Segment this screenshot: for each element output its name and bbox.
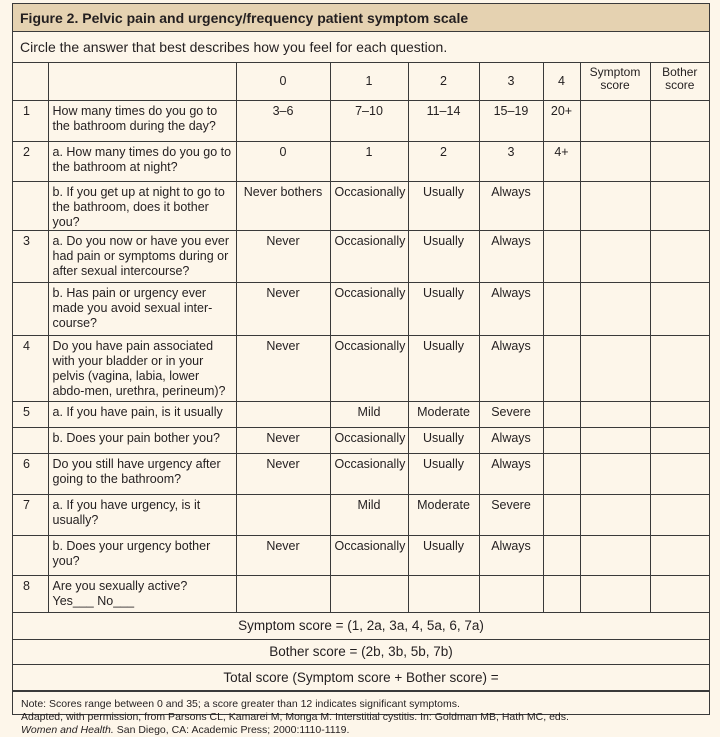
bother-score-cell[interactable]	[650, 336, 709, 402]
answer-option-2[interactable]: Usually	[408, 283, 479, 336]
answer-option-4[interactable]: 20+	[543, 101, 580, 142]
answer-option-1[interactable]: Occasionally	[330, 283, 408, 336]
answer-option-4	[543, 182, 580, 231]
answer-option-0[interactable]: Never	[236, 454, 330, 495]
answer-option-3[interactable]: 3	[479, 142, 543, 182]
question-number: 4	[13, 336, 48, 402]
answer-option-0	[236, 402, 330, 428]
answer-option-4	[543, 576, 580, 613]
question-text: b. If you get up at night to go to the bathroom, does it bother you?	[48, 182, 236, 231]
answer-option-1[interactable]: Occasionally	[330, 336, 408, 402]
figure-title: Figure 2. Pelvic pain and urgency/frequency patient symptom scale	[13, 4, 709, 32]
bother-score-cell[interactable]	[650, 142, 709, 182]
question-row	[13, 336, 709, 402]
answer-option-0[interactable]: Never bothers	[236, 182, 330, 231]
question-number: 1	[13, 101, 48, 142]
question-text: b. Has pain or urgency ever made you avoid sexual inter-course?	[48, 283, 236, 336]
answer-option-0[interactable]: Never	[236, 283, 330, 336]
question-row	[13, 142, 709, 182]
symptom-score-cell[interactable]	[580, 454, 650, 495]
answer-option-1[interactable]: 1	[330, 142, 408, 182]
question-text: a. If you have urgency, is it usually?	[48, 495, 236, 536]
citation-line: Adapted, with permission, from Parsons CL, Kamarei M, Monga M. Interstitial cystitis. In: Goldman MB, Hath MC, eds.	[21, 710, 569, 723]
question-row	[13, 428, 709, 454]
question-number: 3	[13, 231, 48, 283]
answer-option-2[interactable]: Usually	[408, 182, 479, 231]
symptom-score-cell[interactable]	[580, 231, 650, 283]
question-row	[13, 454, 709, 495]
answer-option-2[interactable]: Usually	[408, 231, 479, 283]
header-question	[48, 63, 236, 100]
question-row	[13, 576, 709, 613]
total-score-formula: Total score (Symptom score + Bother score) =	[13, 664, 709, 690]
question-row	[13, 402, 709, 428]
answer-option-3[interactable]: Severe	[479, 402, 543, 428]
question-row	[13, 283, 709, 336]
score-summary-table	[13, 613, 709, 691]
citation-line-2	[21, 724, 701, 737]
symptom-scale-figure	[12, 3, 710, 736]
symptom-score-cell[interactable]	[580, 536, 650, 576]
symptom-score-cell[interactable]	[580, 142, 650, 182]
answer-option-2[interactable]: 2	[408, 142, 479, 182]
question-number: 5	[13, 402, 48, 428]
bother-score-cell[interactable]	[650, 428, 709, 454]
answer-option-3[interactable]: Always	[479, 428, 543, 454]
question-number: 6	[13, 454, 48, 495]
symptom-score-cell[interactable]	[580, 402, 650, 428]
question-text: a. Do you now or have you ever had pain or symptoms during or after sexual intercourse?	[48, 231, 236, 283]
answer-option-1[interactable]: Occasionally	[330, 231, 408, 283]
symptom-score-formula: Symptom score = (1, 2a, 3a, 4, 5a, 6, 7a)	[13, 613, 709, 639]
question-table	[13, 101, 709, 614]
question-text: Are you sexually active? Yes___ No___	[48, 576, 236, 613]
book-title: Women and Health.	[21, 723, 114, 736]
answer-option-3[interactable]: Always	[479, 283, 543, 336]
answer-option-4	[543, 536, 580, 576]
header-col4: 4	[543, 63, 580, 100]
answer-option-3[interactable]: 15–19	[479, 101, 543, 142]
symptom-score-cell[interactable]	[580, 336, 650, 402]
question-row	[13, 101, 709, 142]
answer-option-3[interactable]: Always	[479, 336, 543, 402]
answer-option-0	[236, 495, 330, 536]
header-col3: 3	[479, 63, 543, 100]
answer-option-2[interactable]: Usually	[408, 336, 479, 402]
question-number	[13, 283, 48, 336]
answer-option-1[interactable]: Occasionally	[330, 428, 408, 454]
question-row	[13, 231, 709, 283]
question-number	[13, 536, 48, 576]
answer-option-0[interactable]: Never	[236, 231, 330, 283]
answer-option-0[interactable]: 0	[236, 142, 330, 182]
bother-score-cell[interactable]	[650, 495, 709, 536]
answer-option-1[interactable]: Occasionally	[330, 536, 408, 576]
instructions: Circle the answer that best describes how you feel for each question.	[13, 32, 709, 63]
answer-option-2[interactable]: Usually	[408, 428, 479, 454]
answer-option-0	[236, 576, 330, 613]
answer-option-1[interactable]: Occasionally	[330, 182, 408, 231]
answer-option-1	[330, 576, 408, 613]
answer-option-4	[543, 428, 580, 454]
header-row	[13, 63, 709, 100]
question-text: a. How many times do you go to the bathroom at night?	[48, 142, 236, 182]
header-symptom-score: Symptom score	[580, 63, 650, 100]
answer-option-1[interactable]: Occasionally	[330, 454, 408, 495]
symptom-score-cell[interactable]	[580, 283, 650, 336]
answer-option-3[interactable]: Severe	[479, 495, 543, 536]
question-text: How many times do you go to the bathroom during the day?	[48, 101, 236, 142]
bother-score-cell[interactable]	[650, 231, 709, 283]
answer-option-0[interactable]: Never	[236, 428, 330, 454]
answer-option-0[interactable]: Never	[236, 336, 330, 402]
bother-score-cell[interactable]	[650, 576, 709, 613]
answer-option-2[interactable]: Moderate	[408, 402, 479, 428]
question-text: Do you still have urgency after going to the bathroom?	[48, 454, 236, 495]
answer-option-3[interactable]: Always	[479, 231, 543, 283]
bother-score-cell[interactable]	[650, 101, 709, 142]
symptom-score-cell[interactable]	[580, 182, 650, 231]
header-col0: 0	[236, 63, 330, 100]
answer-option-3[interactable]: Always	[479, 536, 543, 576]
bother-score-cell[interactable]	[650, 454, 709, 495]
symptom-score-cell[interactable]	[580, 101, 650, 142]
bother-score-cell[interactable]	[650, 283, 709, 336]
question-row	[13, 182, 709, 231]
question-text: Do you have pain associated with your bladder or in your pelvis (vagina, labia, lower abdo-men, urethra, perineum)?	[48, 336, 236, 402]
header-col2: 2	[408, 63, 479, 100]
header-col1: 1	[330, 63, 408, 100]
answer-option-2	[408, 576, 479, 613]
question-number: 7	[13, 495, 48, 536]
answer-option-4	[543, 231, 580, 283]
answer-option-0[interactable]: 3–6	[236, 101, 330, 142]
answer-option-2[interactable]: Moderate	[408, 495, 479, 536]
answer-option-1[interactable]: 7–10	[330, 101, 408, 142]
question-text: b. Does your pain bother you?	[48, 428, 236, 454]
answer-option-3[interactable]: Always	[479, 454, 543, 495]
answer-option-2[interactable]: 11–14	[408, 101, 479, 142]
answer-option-4	[543, 495, 580, 536]
question-number	[13, 428, 48, 454]
symptom-score-cell[interactable]	[580, 495, 650, 536]
header-bother-score: Bother score	[650, 63, 709, 100]
question-text: b. Does your urgency bother you?	[48, 536, 236, 576]
answer-option-4[interactable]: 4+	[543, 142, 580, 182]
symptom-table	[13, 63, 709, 101]
answer-option-3[interactable]: Always	[479, 182, 543, 231]
publisher: San Diego, CA: Academic Press; 2000:1110-1119.	[113, 723, 350, 736]
question-number: 8	[13, 576, 48, 613]
bother-score-cell[interactable]	[650, 182, 709, 231]
answer-option-4	[543, 402, 580, 428]
answer-option-3	[479, 576, 543, 613]
symptom-score-cell[interactable]	[580, 576, 650, 613]
footnotes	[13, 691, 709, 737]
answer-option-2[interactable]: Usually	[408, 454, 479, 495]
question-row	[13, 536, 709, 576]
answer-option-0[interactable]: Never	[236, 536, 330, 576]
answer-option-4	[543, 283, 580, 336]
answer-option-4	[543, 454, 580, 495]
answer-option-1[interactable]: Mild	[330, 402, 408, 428]
header-num	[13, 63, 48, 100]
question-number	[13, 182, 48, 231]
question-number: 2	[13, 142, 48, 182]
note-line: Note: Scores range between 0 and 35; a score greater than 12 indicates significant symptoms.	[21, 697, 460, 710]
bother-score-cell[interactable]	[650, 536, 709, 576]
bother-score-cell[interactable]	[650, 402, 709, 428]
bother-score-formula: Bother score = (2b, 3b, 5b, 7b)	[13, 639, 709, 664]
question-row	[13, 495, 709, 536]
answer-option-1[interactable]: Mild	[330, 495, 408, 536]
symptom-score-cell[interactable]	[580, 428, 650, 454]
answer-option-4	[543, 336, 580, 402]
question-text: a. If you have pain, is it usually	[48, 402, 236, 428]
answer-option-2[interactable]: Usually	[408, 536, 479, 576]
